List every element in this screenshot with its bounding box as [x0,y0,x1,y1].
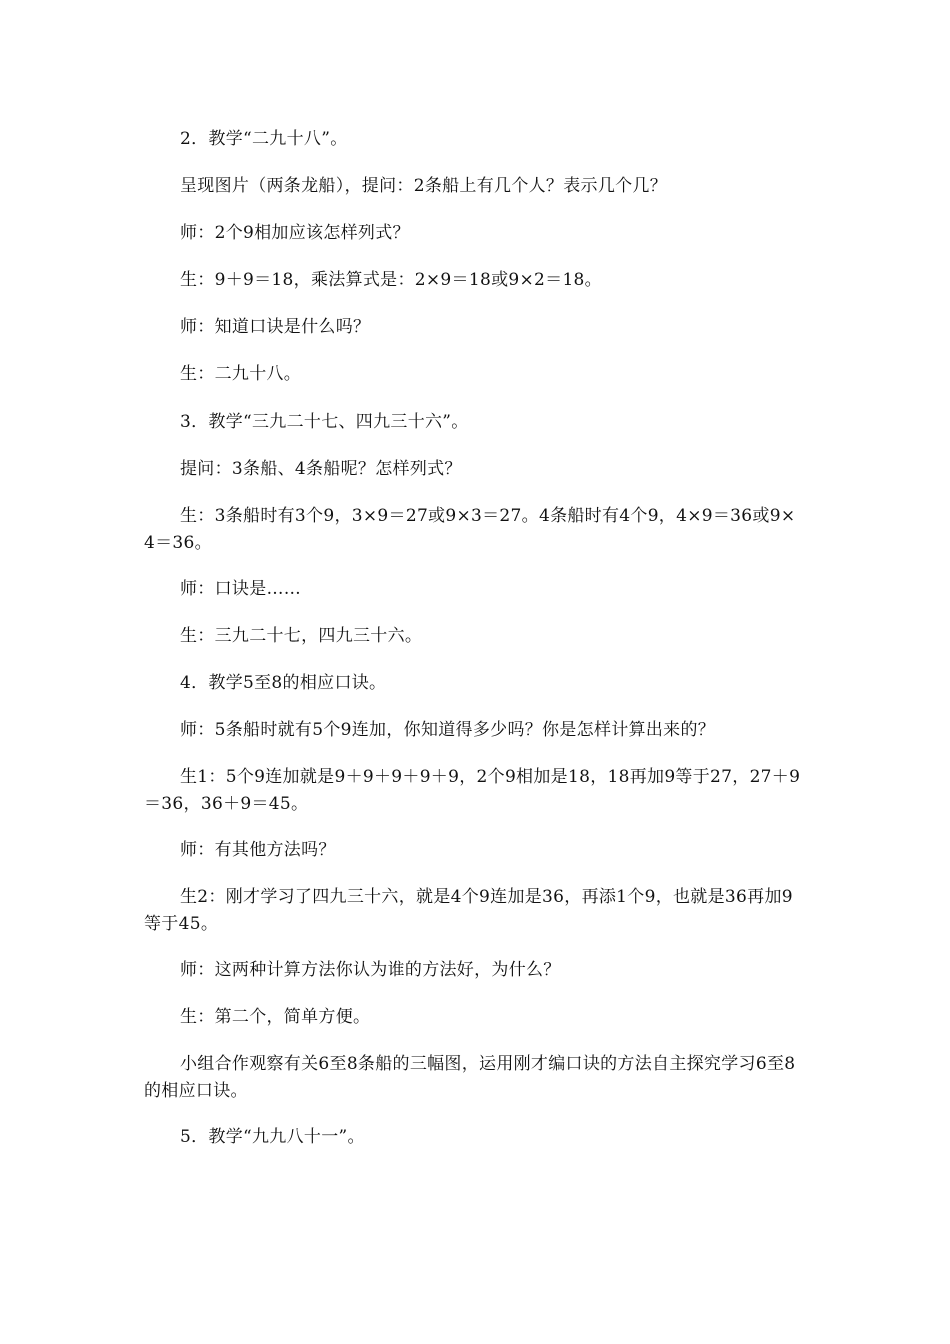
paragraph: 师：5条船时就有5个9连加，你知道得多少吗？你是怎样计算出来的？ [180,720,716,740]
section-heading-3: 3．教学“三九二十七、四九三十六”。 [180,412,469,432]
paragraph: 师：知道口诀是什么吗？ [180,317,371,337]
section-heading-5: 5．教学“九九八十一”。 [180,1127,365,1147]
paragraph: 生：3条船时有3个9，3×9＝27或9×3＝27。4条船时有4个9，4×9＝36或9×4＝36。 [144,506,796,553]
paragraph: 小组合作观察有关6至8条船的三幅图，运用刚才编口诀的方法自主探究学习6至8的相应口诀。 [144,1054,796,1101]
paragraph: 师：有其他方法吗？ [180,840,336,860]
paragraph: 提问：3条船、4条船呢？怎样列式？ [180,459,462,479]
paragraph: 生1：5个9连加就是9＋9＋9＋9＋9，2个9相加是18，18再加9等于27，27＋9＝36，36＋9＝45。 [144,767,801,814]
paragraph: 生：9＋9＝18，乘法算式是：2×9＝18或9×2＝18。 [180,270,602,290]
paragraph: 生：二九十八。 [180,364,302,384]
paragraph: 师：2个9相加应该怎样列式？ [180,223,410,243]
paragraph: 呈现图片（两条龙船），提问：2条船上有几个人？表示几个几？ [180,176,668,196]
section-heading-4: 4．教学5至8的相应口诀。 [180,673,387,693]
paragraph: 师：口诀是…… [180,579,302,599]
paragraph: 生：三九二十七，四九三十六。 [180,626,423,646]
section-heading-2: 2．教学“二九十八”。 [180,129,348,149]
paragraph: 师：这两种计算方法你认为谁的方法好，为什么？ [180,960,561,980]
paragraph: 生：第二个，简单方便。 [180,1007,371,1027]
paragraph: 生2：刚才学习了四九三十六，就是4个9连加是36，再添1个9，也就是36再加9等于45。 [144,887,793,934]
